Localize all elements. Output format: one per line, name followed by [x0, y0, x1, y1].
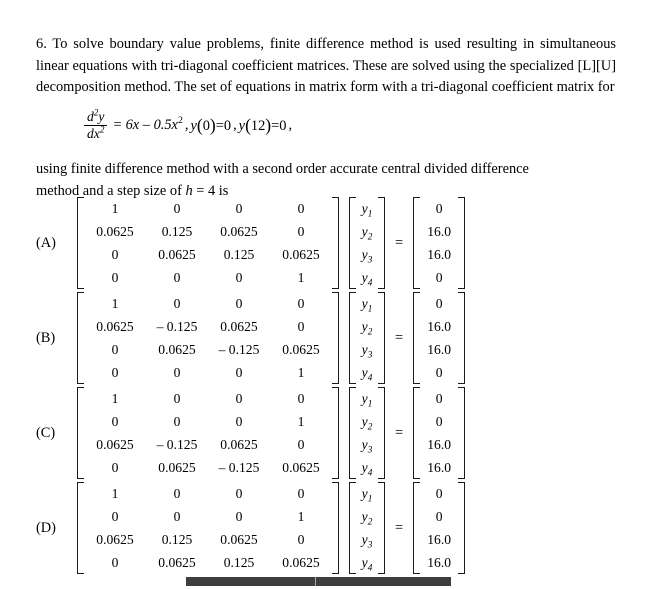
equation-rhs — [126, 117, 183, 134]
unknown-symbol: y — [361, 365, 368, 380]
unknown-symbol: y — [361, 342, 368, 357]
vector-row — [420, 505, 458, 528]
unknown-subscript: 3 — [367, 254, 373, 265]
matrix-cell: 0 — [111, 555, 119, 570]
matrix-cell: 0.0625 — [158, 460, 196, 475]
matrix-row — [84, 433, 332, 456]
vector-row — [356, 266, 378, 289]
unknown-subscript: 4 — [367, 372, 373, 383]
answer-choice-d[interactable] — [36, 482, 470, 574]
bracket-right — [378, 197, 385, 289]
bracket-right — [458, 292, 465, 384]
matrix-cell: 0 — [173, 486, 181, 501]
choice-d-label: (D) — [36, 519, 56, 536]
unknown-symbol: y — [361, 270, 368, 285]
vector-cell — [356, 266, 378, 289]
bottom-scroll-bar[interactable] — [186, 577, 451, 586]
vector-cell: 0 — [435, 365, 443, 380]
vector-cell: 0 — [435, 414, 443, 429]
vector-row — [420, 338, 458, 361]
step-size-variable: h — [185, 182, 193, 199]
vector-row — [356, 456, 378, 479]
answer-choice-c[interactable] — [36, 387, 470, 479]
bracket-left — [77, 387, 84, 479]
matrix-cell: 0 — [235, 201, 243, 216]
unknown-subscript: 1 — [367, 398, 373, 409]
choice-a-equals: = — [395, 234, 404, 251]
unknown-symbol: y — [361, 319, 368, 334]
vector-row — [420, 220, 458, 243]
matrix-cell: – 0.125 — [156, 319, 198, 334]
bracket-right — [378, 482, 385, 574]
matrix-cell: 1 — [111, 391, 119, 406]
step-size-suffix: is — [215, 182, 229, 199]
matrix-cell: 0.0625 — [158, 247, 196, 262]
matrix-cell: 0 — [297, 437, 305, 452]
matrix-cell: 0 — [235, 509, 243, 524]
bracket-left — [349, 197, 356, 289]
matrix-cell: 0 — [235, 391, 243, 406]
matrix-cell: 0 — [235, 414, 243, 429]
bracket-left — [77, 482, 84, 574]
matrix-cell: 1 — [297, 509, 305, 524]
bc2-close-paren: ) — [265, 115, 272, 136]
bc1-function: y — [190, 118, 197, 135]
matrix-cell: 0 — [173, 270, 181, 285]
bc2-equals: = — [271, 118, 280, 135]
matrix-cell: – 0.125 — [218, 342, 260, 357]
choice-b-unknown-vector — [345, 292, 389, 384]
matrix-row — [84, 266, 332, 289]
matrix-cell: 0.125 — [161, 532, 193, 547]
matrix-cell: 0 — [173, 391, 181, 406]
equation-rhs-text: 6x – 0.5x — [125, 117, 178, 134]
choice-b-rhs-vector — [409, 292, 469, 384]
vector-cell — [356, 243, 378, 266]
matrix-row — [84, 410, 332, 433]
matrix-cell: 0.0625 — [96, 437, 134, 452]
choice-d-unknown-vector — [345, 482, 389, 574]
matrix-cell: 0 — [297, 532, 305, 547]
vector-cell: 16.0 — [427, 247, 452, 262]
unknown-symbol: y — [361, 224, 368, 239]
vector-row — [356, 433, 378, 456]
unknown-subscript: 3 — [367, 349, 373, 360]
matrix-cell: 0 — [173, 201, 181, 216]
vector-row — [420, 315, 458, 338]
answer-choice-a[interactable] — [36, 197, 470, 289]
bc2-function: y — [238, 118, 246, 135]
matrix-cell: 0 — [297, 486, 305, 501]
matrix-cell: 0 — [111, 342, 119, 357]
vector-cell — [356, 456, 378, 479]
second-derivative-fraction — [84, 107, 107, 142]
boundary-condition-2 — [239, 115, 287, 136]
vector-row — [420, 266, 458, 289]
vector-row — [420, 197, 458, 220]
denominator-exponent: 2 — [99, 124, 105, 135]
vector-row — [356, 292, 378, 315]
unknown-subscript: 4 — [367, 467, 373, 478]
fraction-denominator — [84, 126, 107, 141]
vector-cell: 16.0 — [427, 532, 452, 547]
matrix-row — [84, 315, 332, 338]
differential-equation — [84, 107, 293, 142]
matrix-row — [84, 243, 332, 266]
vector-row — [420, 482, 458, 505]
bracket-right — [458, 197, 465, 289]
matrix-cell: 0.0625 — [282, 247, 320, 262]
vector-row — [420, 243, 458, 266]
matrix-cell: 0.0625 — [282, 342, 320, 357]
matrix-cell: 0 — [111, 460, 119, 475]
matrix-cell: 0 — [235, 365, 243, 380]
equation-rhs-exponent: 2 — [177, 115, 183, 127]
vector-cell — [356, 361, 378, 384]
matrix-row — [84, 505, 332, 528]
bracket-left — [77, 197, 84, 289]
matrix-row — [84, 361, 332, 384]
choice-c-coefficient-matrix — [73, 387, 343, 479]
unknown-subscript: 2 — [367, 231, 373, 242]
bracket-right — [378, 387, 385, 479]
matrix-cell: 0.125 — [161, 224, 193, 239]
vector-cell — [356, 482, 378, 505]
matrix-cell: 0 — [297, 391, 305, 406]
choice-b-equals: = — [395, 329, 404, 346]
matrix-row — [84, 456, 332, 479]
bracket-left — [413, 387, 420, 479]
matrix-cell: 0 — [173, 365, 181, 380]
matrix-cell: 0.0625 — [220, 437, 258, 452]
bracket-right — [332, 197, 339, 289]
vector-row — [356, 361, 378, 384]
matrix-cell: 0.0625 — [282, 460, 320, 475]
vector-row — [420, 551, 458, 574]
bracket-left — [349, 482, 356, 574]
choice-a-unknown-vector — [345, 197, 389, 289]
unknown-symbol: y — [361, 414, 368, 429]
unknown-subscript: 4 — [367, 562, 373, 573]
vector-cell — [356, 551, 378, 574]
denominator-dx: dx — [87, 126, 100, 142]
choice-a-rhs-vector — [409, 197, 469, 289]
bracket-left — [413, 292, 420, 384]
vector-row — [356, 243, 378, 266]
numerator-y: y — [98, 109, 105, 124]
unknown-subscript: 1 — [367, 208, 373, 219]
matrix-cell: 0 — [111, 270, 119, 285]
bc2-value: 0 — [279, 118, 287, 135]
unknown-subscript: 2 — [367, 421, 373, 432]
unknown-symbol: y — [361, 247, 368, 262]
vector-row — [356, 482, 378, 505]
choice-c-rhs-vector — [409, 387, 469, 479]
vector-row — [420, 456, 458, 479]
unknown-subscript: 1 — [367, 303, 373, 314]
matrix-cell: 0 — [297, 201, 305, 216]
bc1-value: 0 — [223, 118, 232, 135]
matrix-cell: 0 — [235, 270, 243, 285]
bc2-open-paren: ( — [245, 115, 251, 136]
vector-cell: 0 — [435, 486, 443, 501]
matrix-cell: 0.125 — [223, 555, 255, 570]
vector-row — [420, 292, 458, 315]
matrix-cell: 0.125 — [223, 247, 255, 262]
unknown-subscript: 1 — [367, 493, 373, 504]
choice-c-label: (C) — [36, 424, 56, 441]
choice-b-coefficient-matrix — [73, 292, 343, 384]
step-size-prefix: method and a step size of — [36, 182, 186, 199]
matrix-cell: 0 — [297, 224, 305, 239]
matrix-row — [84, 387, 332, 410]
equation-comma-3: , — [288, 117, 293, 134]
vector-row — [420, 361, 458, 384]
vector-cell: 16.0 — [427, 437, 452, 452]
matrix-cell: 1 — [111, 296, 119, 311]
vector-cell: 16.0 — [427, 224, 452, 239]
matrix-row — [84, 338, 332, 361]
unknown-subscript: 4 — [367, 277, 373, 288]
matrix-cell: 0 — [173, 509, 181, 524]
vector-row — [356, 338, 378, 361]
vector-cell: 0 — [435, 296, 443, 311]
vector-row — [420, 433, 458, 456]
matrix-cell: 1 — [297, 270, 305, 285]
choice-d-coefficient-matrix — [73, 482, 343, 574]
vector-row — [356, 528, 378, 551]
matrix-cell: 0 — [173, 414, 181, 429]
vector-cell — [356, 315, 378, 338]
bracket-right — [458, 482, 465, 574]
bracket-right — [378, 292, 385, 384]
choice-d-equals: = — [395, 519, 404, 536]
matrix-cell: 0.0625 — [158, 555, 196, 570]
matrix-cell: 0.0625 — [220, 532, 258, 547]
vector-cell — [356, 387, 378, 410]
vector-cell — [356, 292, 378, 315]
matrix-cell: 0 — [173, 296, 181, 311]
vector-cell — [356, 338, 378, 361]
matrix-cell: 0.0625 — [220, 319, 258, 334]
matrix-cell: 0.0625 — [96, 224, 134, 239]
bracket-right — [332, 292, 339, 384]
vector-row — [356, 220, 378, 243]
vector-row — [356, 551, 378, 574]
matrix-cell: 1 — [297, 365, 305, 380]
matrix-row — [84, 551, 332, 574]
bracket-left — [413, 197, 420, 289]
matrix-cell: 0.0625 — [220, 224, 258, 239]
bracket-left — [77, 292, 84, 384]
choice-b-label: (B) — [36, 329, 56, 346]
matrix-cell: 1 — [297, 414, 305, 429]
vector-row — [420, 410, 458, 433]
unknown-symbol: y — [361, 460, 368, 475]
vector-cell: 0 — [435, 509, 443, 524]
numerator-exponent: 2 — [93, 107, 99, 118]
equation-equals: = — [113, 117, 122, 134]
bc2-argument: 12 — [250, 118, 266, 135]
matrix-cell: 1 — [111, 486, 119, 501]
matrix-cell: – 0.125 — [156, 437, 198, 452]
vector-cell — [356, 410, 378, 433]
bracket-left — [349, 292, 356, 384]
vector-cell: 0 — [435, 270, 443, 285]
bracket-left — [349, 387, 356, 479]
matrix-row — [84, 220, 332, 243]
matrix-cell: – 0.125 — [218, 460, 260, 475]
matrix-cell: 0 — [235, 296, 243, 311]
unknown-symbol: y — [361, 201, 368, 216]
matrix-cell: 1 — [111, 201, 119, 216]
matrix-cell: 0.0625 — [96, 319, 134, 334]
matrix-cell: 0 — [111, 365, 119, 380]
step-size-value: = 4 — [192, 182, 216, 199]
question-number: 6. — [36, 36, 47, 52]
answer-choice-b[interactable] — [36, 292, 470, 384]
question-paragraph-text: To solve boundary value problems, finite difference method is used resulting in simultaneous linear equations with tri-diagonal coefficient matrices. These are solved using the specialized [L][U] decomposition method. The set of equations in matrix form with a tri-diagonal coefficient matrix for — [36, 36, 617, 95]
unknown-symbol: y — [361, 486, 368, 501]
method-paragraph — [36, 159, 616, 202]
matrix-cell: 0 — [111, 509, 119, 524]
bc1-equals: = — [215, 118, 224, 135]
boundary-condition-1 — [190, 115, 231, 136]
vector-row — [356, 410, 378, 433]
unknown-symbol: y — [361, 532, 368, 547]
equation-comma-1: , — [184, 117, 189, 134]
numerator-d: d — [87, 109, 94, 124]
unknown-symbol: y — [361, 437, 368, 452]
vector-cell — [356, 433, 378, 456]
choice-a-label: (A) — [36, 234, 56, 251]
matrix-row — [84, 482, 332, 505]
matrix-cell: 0.0625 — [158, 342, 196, 357]
vector-cell — [356, 528, 378, 551]
matrix-cell: 0.0625 — [96, 532, 134, 547]
vector-cell: 16.0 — [427, 342, 452, 357]
matrix-row — [84, 528, 332, 551]
choice-c-unknown-vector — [345, 387, 389, 479]
method-paragraph-line1: using finite difference method with a second order accurate central divided difference — [36, 161, 529, 177]
vector-row — [356, 197, 378, 220]
matrix-cell: 0 — [297, 319, 305, 334]
equation-comma-2: , — [233, 117, 237, 134]
choice-a-coefficient-matrix — [73, 197, 343, 289]
bc1-close-paren: ) — [209, 115, 216, 136]
unknown-symbol: y — [361, 509, 368, 524]
matrix-row — [84, 292, 332, 315]
bc1-argument: 0 — [202, 118, 210, 135]
unknown-subscript: 3 — [367, 444, 373, 455]
bracket-right — [332, 482, 339, 574]
unknown-symbol: y — [361, 391, 368, 406]
matrix-cell: 0.0625 — [282, 555, 320, 570]
bc1-open-paren: ( — [196, 115, 203, 136]
vector-cell — [356, 197, 378, 220]
bracket-left — [413, 482, 420, 574]
unknown-symbol: y — [361, 296, 368, 311]
unknown-subscript: 2 — [367, 326, 373, 337]
unknown-symbol: y — [361, 555, 368, 570]
question-paragraph — [36, 34, 616, 99]
vector-cell: 16.0 — [427, 460, 452, 475]
question-text-block — [36, 34, 616, 99]
vector-row — [356, 505, 378, 528]
bracket-right — [458, 387, 465, 479]
vector-row — [420, 528, 458, 551]
vector-cell — [356, 220, 378, 243]
unknown-subscript: 3 — [367, 539, 373, 550]
vector-cell: 16.0 — [427, 555, 452, 570]
matrix-cell: 0 — [111, 247, 119, 262]
vector-cell: 16.0 — [427, 319, 452, 334]
bracket-right — [332, 387, 339, 479]
unknown-subscript: 2 — [367, 516, 373, 527]
vector-row — [420, 387, 458, 410]
choice-c-equals: = — [395, 424, 404, 441]
vector-cell — [356, 505, 378, 528]
matrix-cell: 0 — [297, 296, 305, 311]
choice-d-rhs-vector — [409, 482, 469, 574]
matrix-cell: 0 — [111, 414, 119, 429]
vector-row — [356, 315, 378, 338]
scroll-bar-seam — [315, 577, 316, 586]
matrix-cell: 0 — [235, 486, 243, 501]
vector-row — [356, 387, 378, 410]
matrix-row — [84, 197, 332, 220]
vector-cell: 0 — [435, 391, 443, 406]
vector-cell: 0 — [435, 201, 443, 216]
